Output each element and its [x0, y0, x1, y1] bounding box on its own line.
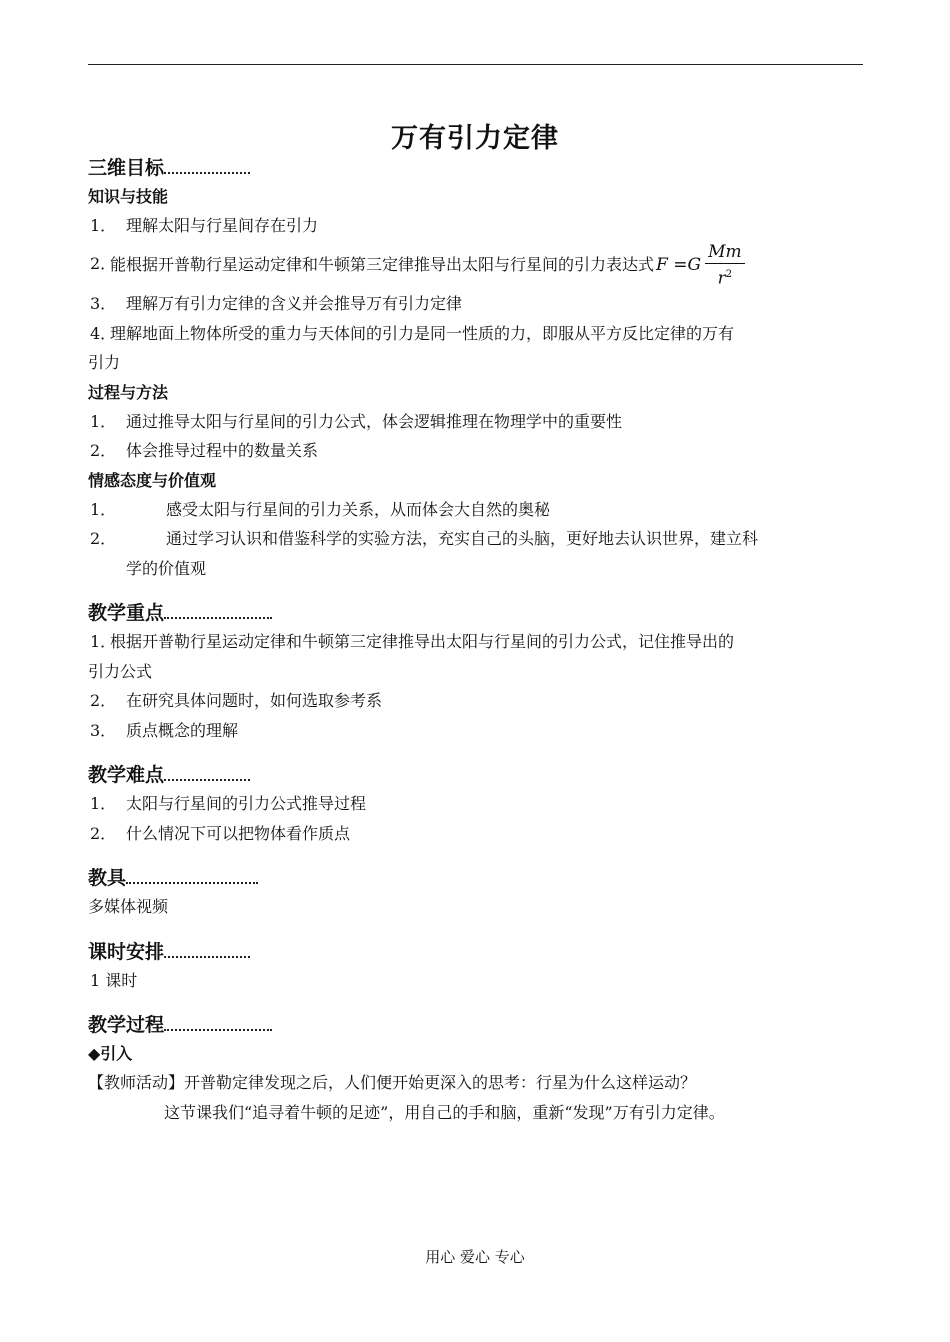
section-heading-schedule: 课时安排 — [88, 938, 250, 966]
section-process — [88, 1011, 863, 1039]
section-key-points — [88, 599, 863, 627]
tools-text: 多媒体视频 — [88, 897, 169, 917]
subheading-emotion: 情感态度与价值观 — [88, 470, 217, 490]
section-heading-tools: 教具 — [88, 864, 258, 892]
teacher-activity-label: 【教师活动】 — [88, 1073, 185, 1093]
list-item-continued: 学的价值观 — [126, 558, 207, 578]
list-item: 1． 太阳与行星间的引力公式推导过程 — [90, 794, 367, 814]
section-heading-key-points: 教学重点 — [88, 599, 272, 627]
list-item: 2． 在研究具体问题时，如何选取参考系 — [90, 691, 383, 711]
list-item: 4．理解地面上物体所受的重力与天体间的引力是同一性质的力，即服从平方反比定律的万有 — [90, 323, 735, 343]
page-footer: 用心 爱心 专心 — [425, 1248, 525, 1266]
list-item: 1．根据开普勒行星运动定律和牛顿第三定律推导出太阳与行星间的引力公式，记住推导出的 — [90, 632, 735, 652]
list-item: 1． 感受太阳与行星间的引力关系，从而体会大自然的奥秘 — [90, 499, 551, 519]
section-objectives — [88, 154, 863, 182]
list-item: 3． 质点概念的理解 — [90, 720, 239, 740]
intro-paragraph: 这节课我们“追寻着牛顿的足迹”，用自己的手和脑，重新“发现”万有引力定律。 — [164, 1102, 725, 1122]
gravity-formula: F =G $\frac{Mm}{r^2}$ — [656, 241, 745, 290]
list-item-continued: 引力公式 — [88, 661, 153, 681]
list-item: 2． 什么情况下可以把物体看作质点 — [90, 823, 351, 843]
list-item: 2．能根据开普勒行星运动定律和牛顿第三定律推导出太阳与行星间的引力表达式 F =G $\frac{Mm}{r^2}$ — [88, 241, 863, 290]
section-tools — [88, 864, 863, 892]
schedule-text: 1 课时 — [90, 970, 138, 990]
list-item: 3． 理解万有引力定律的含义并会推导万有引力定律 — [90, 294, 463, 314]
list-item: 2． 体会推导过程中的数量关系 — [90, 441, 319, 461]
document-body — [88, 154, 863, 1127]
section-heading-difficulties: 教学难点 — [88, 761, 250, 789]
subheading-knowledge: 知识与技能 — [88, 187, 169, 206]
page-title: 万有引力定律 — [391, 123, 559, 154]
subheading-process: 过程与方法 — [88, 382, 169, 402]
section-heading-process: 教学过程 — [88, 1011, 272, 1039]
section-schedule — [88, 938, 863, 966]
list-item: 1． 通过推导太阳与行星间的引力公式，体会逻辑推理在物理学中的重要性 — [90, 411, 623, 431]
teacher-activity: 【教师活动】开普勒定律发现之后，人们便开始更深入的思考：行星为什么这样运动？ — [88, 1073, 697, 1093]
header-rule — [88, 64, 863, 65]
section-heading-objectives: 三维目标 — [88, 154, 250, 182]
section-difficulties — [88, 761, 863, 789]
intro-heading: ◆引入 — [88, 1044, 133, 1064]
list-item: 1． 理解太阳与行星间存在引力 — [90, 216, 319, 235]
list-item-continued: 引力 — [88, 353, 121, 373]
list-item: 2． 通过学习认识和借鉴科学的实验方法，充实自己的头脑，更好地去认识世界，建立科 — [90, 529, 759, 549]
